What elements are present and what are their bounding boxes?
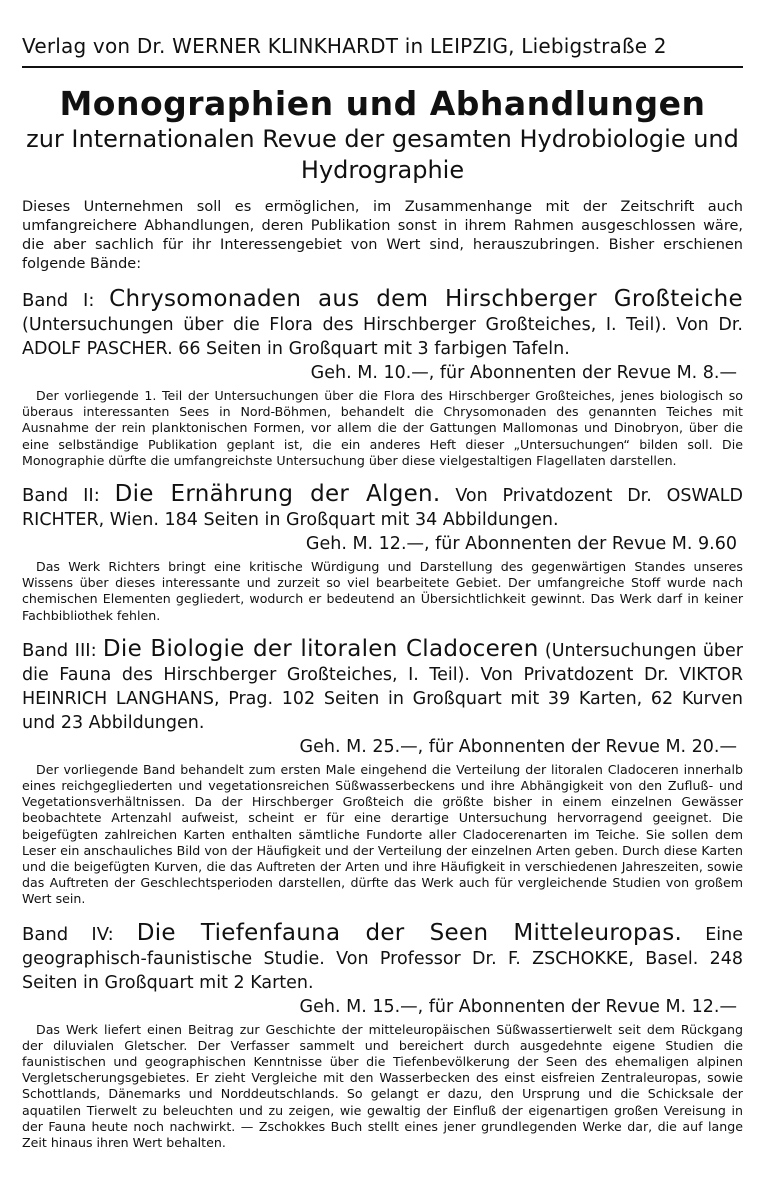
band-entry [22,921,743,1152]
band-title: Die Tiefenfauna der Seen Mitteleuropas. [136,919,683,946]
band-description: Das Werk liefert einen Beitrag zur Geschichte der mitteleuropäischen Süßwassertierwelt seit dem Rückgang der diluvialen Gletscher. Der Verfasser sammelt und bereichert durch ausgedehnte eigene Studien die faunistischen und geographischen Kenntnisse über die Tiefenbevölkerung der Seen des ehemaligen alpinen Vergletscherungsgebietes. Er zieht Vergleiche mit den Wasserbecken des einst eisfreien Zentraleuropas, sowie Schottlands, Dänemarks und Norddeutschlands. So gelangt er dazu, den Ursprung und die Schicksale der aquatilen Tierwelt zu beleuchten und zu zeigen, wie gewaltig der Einfluß der eigenartigen großen Vereisung in der Fauna heute noch nachwirkt. — Zschokkes Buch stellt eines jener grundlegenden Werke dar, die auf lange Zeit hinaus ihren Wert behalten. [22,1021,743,1151]
band-details: (Untersuchungen über die Flora des Hirschberger Großteiches, I. Teil). Von Dr. ADOLF PASCHER. 66 Seiten in Großquart mit 3 farbigen Tafeln. [22,315,743,359]
band-description: Der vorliegende Band behandelt zum ersten Male eingehend die Verteilung der litoralen Cladoceren innerhalb eines reichgegliederten und vegetationsreichen Süßwasserbeckens und ihre Abhängigkeit von den Zufluß- und Vegetationsverhältnissen. Da der Hirschberger Großteich die größte bisher in einem einzelnen Gewässer beobachtete Artenzahl aufweist, scheint er für eine derartige Untersuchung hervorragend geeignet. Die beigefügten zahlreichen Karten enthalten sämtliche Fundorte aller Cladocerenarten im Teiche. Sie sollen dem Leser ein anschauliches Bild von der Häufigkeit und der Verteilung der einzelnen Arten geben. Durch diese Karten und die beigefügten Kurven, die das Auftreten der Arten und ihre Häufigkeit in verschiedenen Jahreszeiten, sowie das Auftreten der Geschlechtsperioden darstellen, dürfte das Werk auch für vergleichende Studien von großem Wert sein. [22,761,743,907]
page-subtitle: zur Internationalen Revue der gesamten Hydrobiologie und Hydrographie [26,125,739,184]
band-entry [22,482,743,624]
band-title: Chrysomonaden aus dem Hirschberger Großteiche [109,286,743,312]
band-entry [22,287,743,469]
band-description: Das Werk Richters bringt eine kritische Würdigung und Darstellung des gegenwärtigen Standes unseres Wissens über dieses interessante und zurzeit so viel bearbeitete Gebiet. Der umfangreiche Stoff wurde nach chemischen Elementen gegliedert, wodurch er bedeutend an Übersichtlichkeit gewinnt. Das Werk darf in keiner Fachbibliothek fehlen. [22,559,743,623]
band-heading [22,637,743,735]
band-price: Geh. M. 25.—, für Abonnenten der Revue M. 20.— [299,736,737,757]
band-price: Geh. M. 15.—, für Abonnenten der Revue M. 12.— [299,996,737,1017]
band-description: Der vorliegende 1. Teil der Untersuchungen über die Flora des Hirschberger Großteiches, jenes biologisch so überaus interessanten Sees in Nord-Böhmen, behandelt die Chrysomonaden des genannten Teiches mit Ausnahme der rein planktonischen Formen, vor allem die der Gattungen Mallomonas und Dinobryon, über die eine selbständige Publikation geplant ist, die ein anderes Heft dieser „Untersuchungen“ bilden soll. Die Monographie dürfte die umfangreichste Untersuchung über diese vielgestaltigen Flagellaten darstellen. [22,388,743,468]
band-label: Band IV: [22,923,114,945]
intro-paragraph: Dieses Unternehmen soll es ermöglichen, im Zusammenhange mit der Zeitschrift auch umfangreichere Abhandlungen, deren Publikation sonst in ihrem Rahmen ausgeschlossen wäre, die aber sachlich für ihr Interessengebiet von Wert sind, herauszubringen. Bisher erschienen folgende Bände: [22,199,743,272]
band-heading [22,921,743,995]
band-title: Die Ernährung der Algen. [114,481,441,508]
band-entry [22,637,743,908]
band-price: Geh. M. 12.—, für Abonnenten der Revue M. 9.60 [305,534,737,555]
band-label: Band III: [22,639,97,661]
band-label: Band II: [22,485,100,507]
band-price: Geh. M. 10.—, für Abonnenten der Revue M. 8.— [310,363,737,383]
band-heading [22,482,743,532]
band-heading [22,287,743,361]
band-label: Band I: [22,290,95,311]
band-details: Von Privatdozent Dr. OSWALD RICHTER, Wien. 184 Seiten in Großquart mit 34 Abbildungen. [22,486,743,531]
band-details: (Untersuchungen über die Fauna des Hirschberger Großteiches, I. Teil). Von Privatdozent Dr. VIKTOR HEINRICH LANGHANS, Prag. 102 Seiten in Großquart mit 39 Karten, 62 Kurven und 23 Abbildungen. [22,640,743,733]
band-title: Die Biologie der litoralen Cladoceren [102,635,539,662]
publisher-header: Verlag von Dr. WERNER KLINKHARDT in LEIPZIG, Liebigstraße 2 [22,0,743,68]
page-title: Monographien und Abhandlungen [59,84,706,123]
band-details: Eine geographisch-faunistische Studie. Von Professor Dr. F. ZSCHOKKE, Basel. 248 Seiten in Großquart mit 2 Karten. [22,924,743,993]
